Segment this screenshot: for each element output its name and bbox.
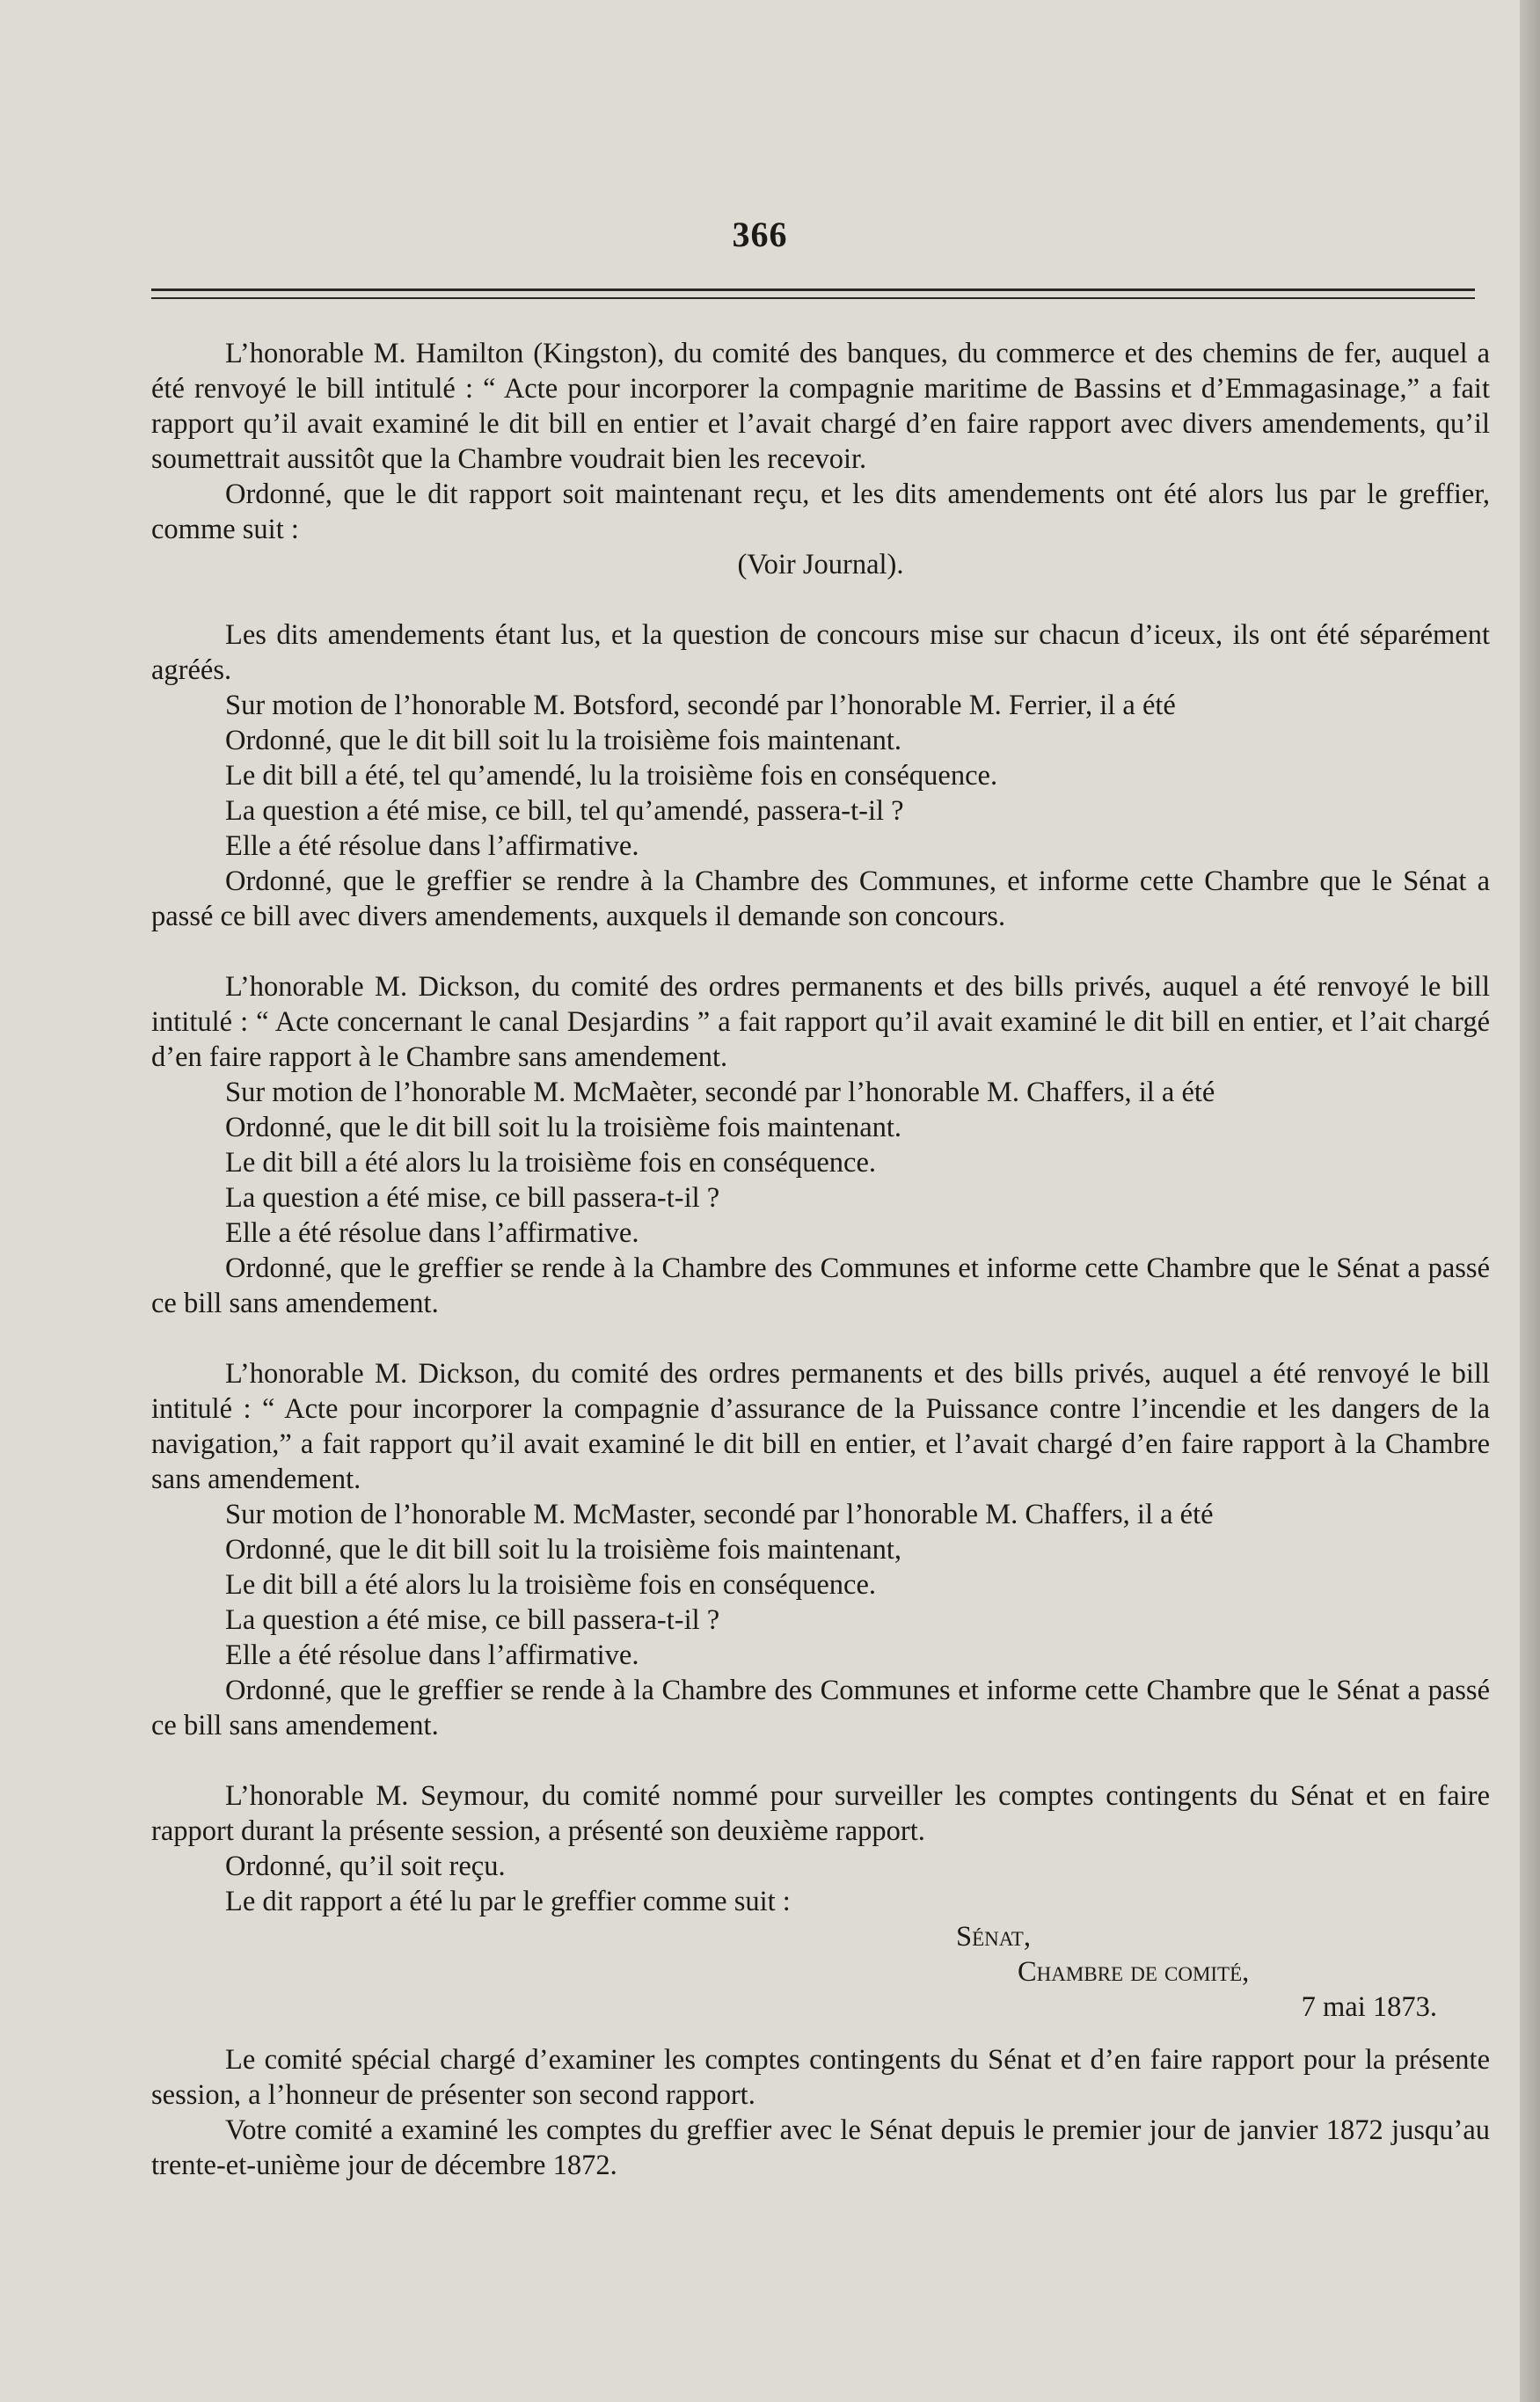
paragraph-seymour-report [151,1778,1490,1919]
text-line: Le dit bill a été alors lu la troisième fois en conséquence. [225,1147,877,1179]
paragraph-dickson-assurance [151,1356,1490,1743]
page-body [151,336,1490,2183]
paragraph-dickson-canal [151,969,1490,1321]
text-line: Le comité spécial chargé d’examiner les comptes contingents du Sénat et d’en faire rapport pour la présente session, a l’honneur de présenter son second rapport. [151,2044,1490,2111]
header-rule [151,288,1475,291]
text-line: Sur motion de l’honorable M. McMaèter, secondé par l’honorable M. Chaffers, il a été [225,1077,1215,1108]
text-line: Sur motion de l’honorable M. McMaster, secondé par l’honorable M. Chaffers, il a été [225,1499,1214,1530]
text-line: Elle a été résolue dans l’affirmative. [225,1217,639,1249]
text-line: L’honorable M. Dickson, du comité des ordres permanents et des bills privés, auquel a été renvoyé le bill intitulé : “ Acte pour incorporer la compagnie d’assurance de la Puissance contre l’incendie et les dangers de la navigation,” a fait rapport qu’il avait examiné le dit bill en entier, et l’avait chargé d’en faire rapport à la Chambre sans amendement. [151,1358,1490,1495]
text-line: La question a été mise, ce bill, tel qu’amendé, passera-t-il ? [225,795,904,827]
paragraph-committee-report [151,2042,1490,2183]
text-line: Ordonné, que le greffier se rendre à la Chambre des Communes, et informe cette Chambre que le Sénat a passé ce bill avec divers amendements, auxquels il demande son concours. [151,865,1490,932]
page-edge [1520,0,1540,2402]
text-line: (Voir Journal). [737,549,904,580]
spacer [151,582,1490,617]
text-line: L’honorable M. Seymour, du comité nommé pour surveiller les comptes contingents du Sénat et en faire rapport durant la présente session, a présenté son deuxième rapport. [151,1780,1490,1847]
spacer [151,2025,1490,2042]
text-line: Le dit bill a été, tel qu’amendé, lu la troisième fois en conséquence. [225,760,998,792]
text-line: Le dit rapport a été lu par le greffier comme suit : [225,1886,791,1917]
text-line: L’honorable M. Hamilton (Kingston), du comité des banques, du commerce et des chemins de fer, auquel a été renvoyé le bill intitulé : “ Acte pour incorporer la compagnie maritime de Bassins et d’Emmagasinage,” a fait rapport qu’il avait examiné le dit bill en entier et l’avait chargé d’en faire rapport avec divers amendements, qu’il soumettrait aussitôt que la Chambre voudrait bien les recevoir. [151,338,1490,475]
text-line: Ordonné, que le dit bill soit lu la troisième fois maintenant. [225,1112,902,1143]
page-number: 366 [732,215,788,254]
text-line: Les dits amendements étant lus, et la question de concours mise sur chacun d’iceux, ils ont été séparément agréés. [151,619,1490,686]
paragraph-hamilton-report [151,336,1490,582]
text-line: Ordonné, que le greffier se rende à la Chambre des Communes et informe cette Chambre que le Sénat a passé ce bill sans amendement. [151,1252,1490,1319]
spacer [151,1743,1490,1778]
text-line: Elle a été résolue dans l’affirmative. [225,830,639,862]
text-line: Ordonné, que le dit bill soit lu la troisième fois maintenant, [225,1534,902,1566]
paragraph-amendments-agreed [151,617,1490,934]
spacer [151,934,1490,969]
text-line: Ordonné, que le greffier se rende à la Chambre des Communes et informe cette Chambre que le Sénat a passé ce bill sans amendement. [151,1675,1490,1741]
text-line: Votre comité a examiné les comptes du greffier avec le Sénat depuis le premier jour de janvier 1872 jusqu’au trente-et-unième jour de décembre 1872. [151,2114,1490,2181]
text-line: La question a été mise, ce bill passera-t-il ? [225,1604,720,1636]
text-line: L’honorable M. Dickson, du comité des ordres permanents et des bills privés, auquel a été renvoyé le bill intitulé : “ Acte concernant le canal Desjardins ” a fait rapport qu’il avait examiné le dit bill en entier, et l’ait chargé d’en faire rapport à le Chambre sans amendement. [151,971,1490,1073]
header-rule-secondary [151,297,1475,299]
text-line: Sur motion de l’honorable M. Botsford, secondé par l’honorable M. Ferrier, il a été [225,690,1176,721]
report-dateline [151,1919,1490,2025]
dateline-senate: Sénat, [956,1921,1031,1953]
dateline-date: 7 mai 1873. [1301,1991,1437,2023]
text-line: Ordonné, que le dit bill soit lu la troisième fois maintenant. [225,725,902,756]
dateline-committee-room: Chambre de comité, [1018,1956,1250,1988]
text-line: Ordonné, que le dit rapport soit maintenant reçu, et les dits amendements ont été alors lus par le greffier, comme suit : [151,478,1490,545]
text-line: La question a été mise, ce bill passera-t-il ? [225,1182,720,1214]
spacer [151,1321,1490,1356]
text-line: Le dit bill a été alors lu la troisième fois en conséquence. [225,1569,877,1601]
text-line: Elle a été résolue dans l’affirmative. [225,1639,639,1671]
text-line: Ordonné, qu’il soit reçu. [225,1851,506,1882]
